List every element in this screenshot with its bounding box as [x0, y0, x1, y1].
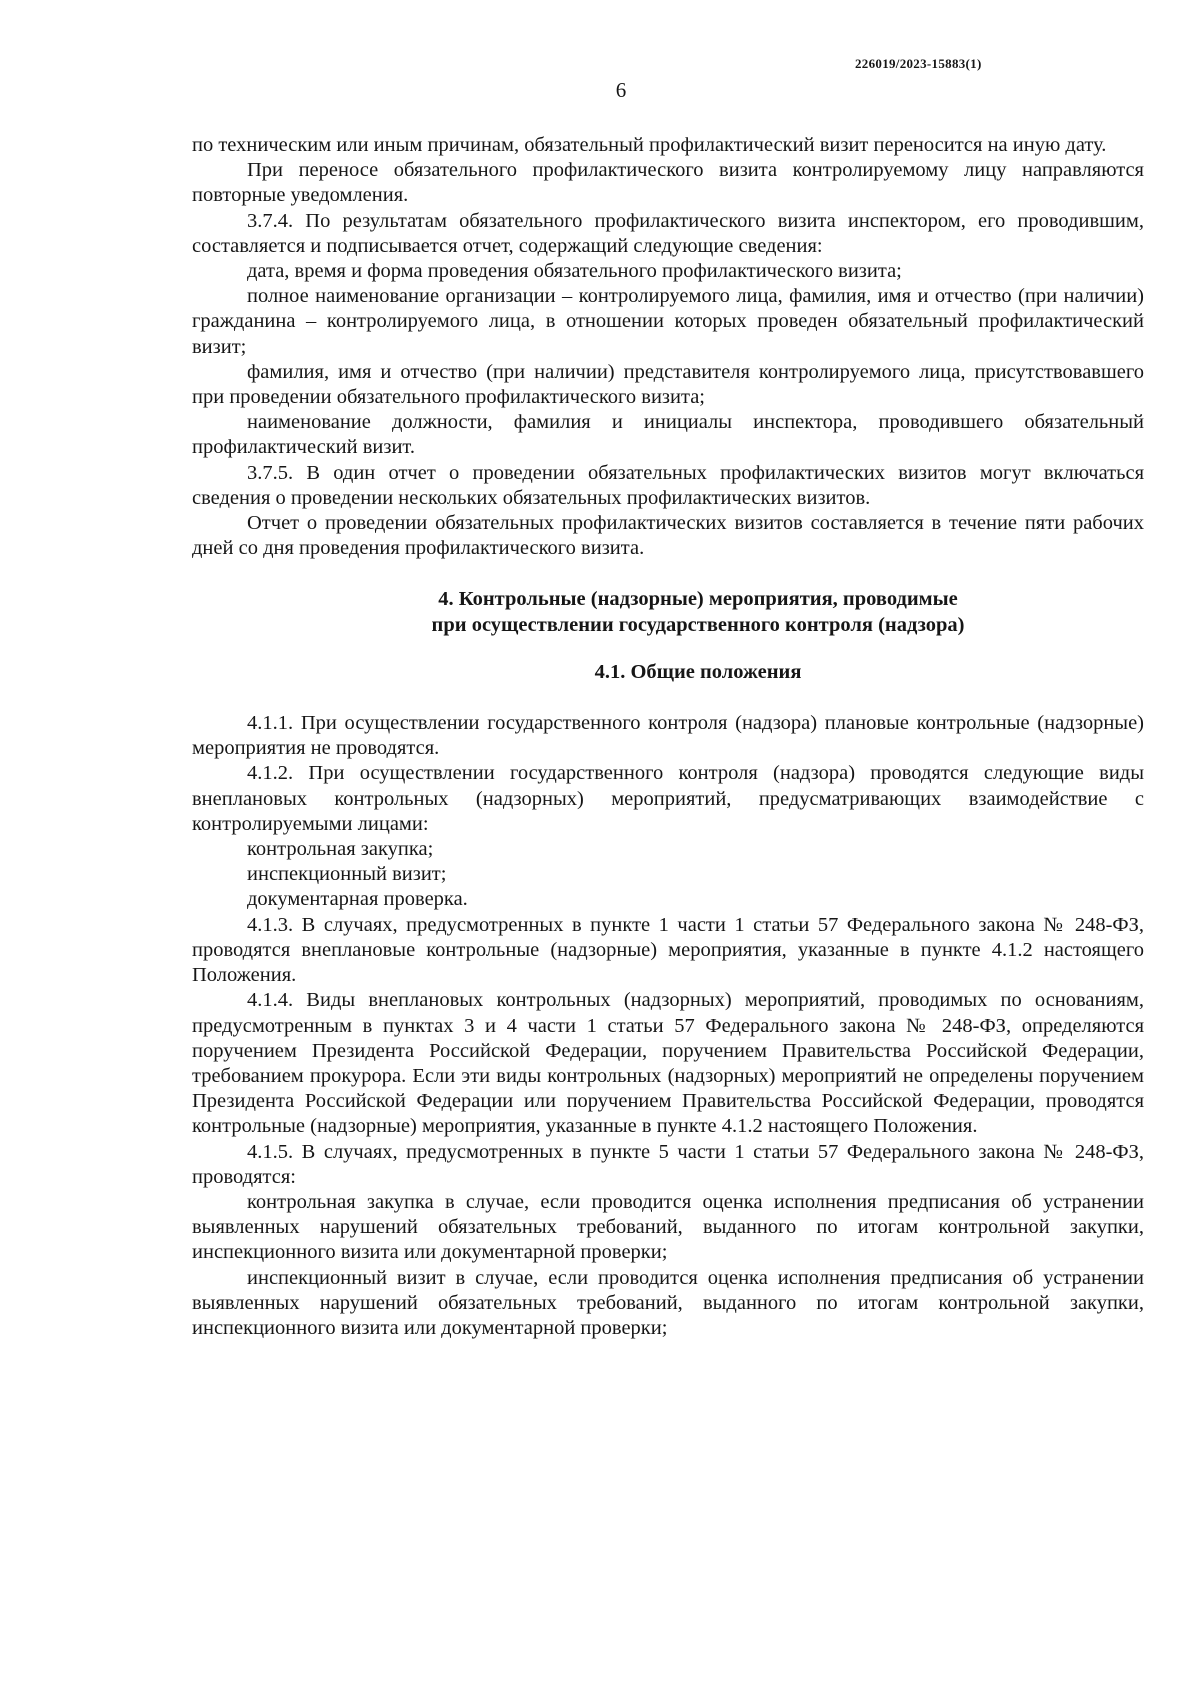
- paragraph: При переносе обязательного профилактического визита контролируемому лицу направляются повторные уведомления.: [192, 159, 1144, 207]
- paragraph: по техническим или иным причинам, обязательный профилактический визит переносится на иную дату.: [192, 134, 1107, 156]
- document-body: [192, 133, 1144, 1341]
- paragraph-4-1-1: 4.1.1. При осуществлении государственного контроля (надзора) плановые контрольные (надзорные) мероприятия не проводятся.: [192, 712, 1144, 760]
- paragraph-3-7-5: 3.7.5. В один отчет о проведении обязательных профилактических визитов могут включаться сведения о проведении нескольких обязательных профилактических визитов.: [192, 461, 1144, 509]
- paragraph: Отчет о проведении обязательных профилактических визитов составляется в течение пяти рабочих дней со дня проведения профилактического визита.: [192, 512, 1144, 560]
- section-4-heading: [192, 587, 1144, 637]
- list-item: наименование должности, фамилия и инициалы инспектора, проводившего обязательный профилактический визит.: [192, 411, 1144, 459]
- list-item: полное наименование организации – контролируемого лица, фамилия, имя и отчество (при наличии) гражданина – контролируемого лица, в отношении которых проведен обязательный профилактический визит;: [192, 285, 1144, 358]
- page-number: 6: [615, 78, 627, 102]
- section-4-heading-line: 4. Контрольные (надзорные) мероприятия, проводимые: [438, 588, 958, 611]
- list-item: документарная проверка.: [247, 888, 468, 911]
- paragraph-4-1-2: 4.1.2. При осуществлении государственного контроля (надзора) проводятся следующие виды внеплановых контрольных (надзорных) мероприятий, предусматривающих взаимодействие с контролируемыми лицами:: [192, 762, 1144, 835]
- list-item: контрольная закупка в случае, если проводится оценка исполнения предписания об устранении выявленных нарушений обязательных требований, выданного по итогам контрольной закупки, инспекционного визита или документарной проверки;: [192, 1190, 1144, 1264]
- paragraph-3-7-4: 3.7.4. По результатам обязательного профилактического визита инспектором, его проводившим, составляется и подписывается отчет, содержащий следующие сведения:: [192, 209, 1144, 257]
- list-item: контрольная закупка;: [247, 838, 434, 861]
- section-4-heading-line: при осуществлении государственного контроля (надзора): [431, 613, 965, 636]
- paragraph-4-1-4: 4.1.4. Виды внеплановых контрольных (надзорных) мероприятий, проводимых по основаниям, предусмотренным в пунктах 3 и 4 части 1 статьи 57 Федерального закона № 248-ФЗ, определяются поручением Президента Российской Федерации, поручением Правительства Российской Федерации, требованием прокурора. Если эти виды контрольных (надзорных) мероприятий не определены поручением Президента Российской Федерации или поручением Правительства Российской Федерации, проводятся контрольные (надзорные) мероприятия, указанные в пункте 4.1.2 настоящего Положения.: [192, 989, 1144, 1138]
- list-item: фамилия, имя и отчество (при наличии) представителя контролируемого лица, присутствовавшего при проведении обязательного профилактического визита;: [192, 360, 1144, 409]
- section-4-1-heading: 4.1. Общие положения: [594, 660, 802, 683]
- list-item: дата, время и форма проведения обязательного профилактического визита;: [247, 260, 902, 283]
- list-item: инспекционный визит в случае, если проводится оценка исполнения предписания об устранении выявленных нарушений обязательных требований, выданного по итогам контрольной закупки, инспекционного визита или документарной проверки;: [192, 1266, 1144, 1339]
- list-item: инспекционный визит;: [247, 863, 447, 886]
- document-registration-number: 226019/2023-15883(1): [855, 56, 982, 71]
- paragraph-4-1-3: 4.1.3. В случаях, предусмотренных в пункте 1 части 1 статьи 57 Федерального закона № 248-ФЗ, проводятся внеплановые контрольные (надзорные) мероприятия, указанные в пункте 4.1.2 настоящего Положения.: [192, 913, 1144, 987]
- paragraph-4-1-5: 4.1.5. В случаях, предусмотренных в пункте 5 части 1 статьи 57 Федерального закона № 248-ФЗ, проводятся:: [192, 1140, 1144, 1188]
